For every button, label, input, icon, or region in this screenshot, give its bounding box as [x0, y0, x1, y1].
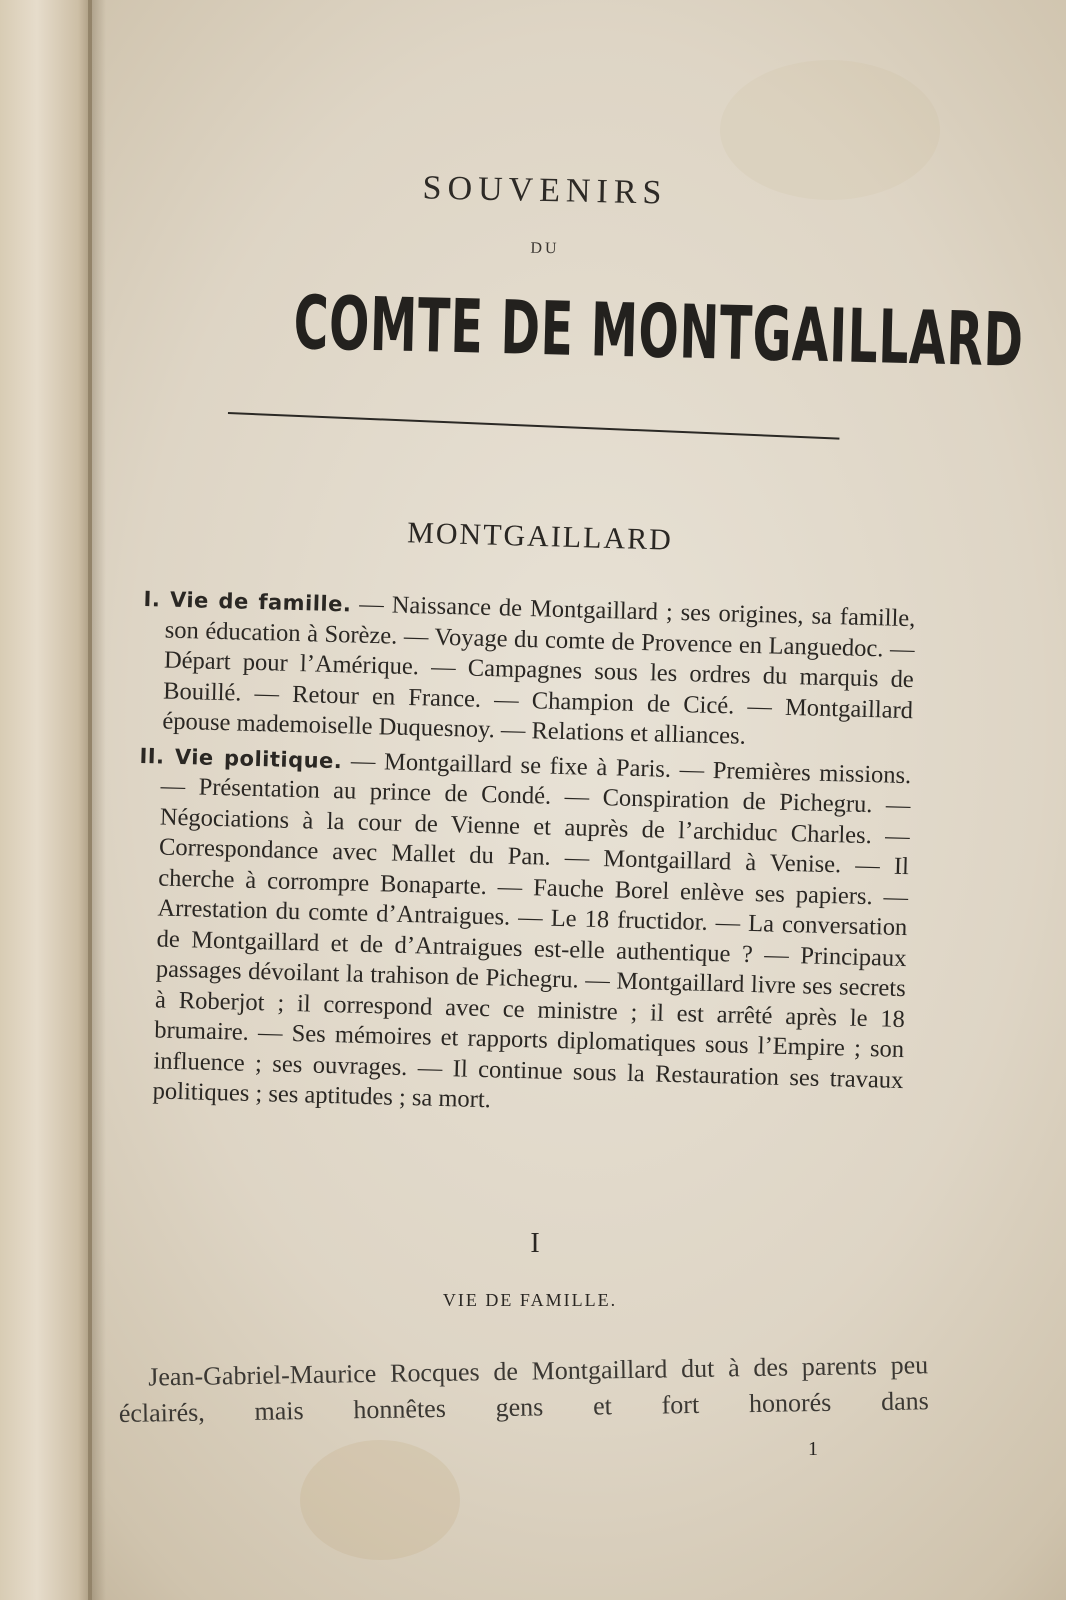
body-paragraph: Jean-Gabriel-Maurice Rocques de Montgaillard dut à des parents peu éclairés, mais honnêtes gens et fort honorés dans	[118, 1350, 929, 1428]
summary-entry-label: I. Vie de famille.	[143, 586, 352, 617]
title-rule	[228, 412, 840, 440]
chapter-summary	[130, 584, 915, 1127]
page-number: 1	[808, 1438, 818, 1460]
title-connector: DU	[530, 239, 560, 258]
summary-entry-text: — Naissance de Montgaillard ; ses origines, sa famille, son éducation à Sorèze. — Voyage du comte de Provence en Languedoc. — Départ pour l’Amérique. — Campagnes sous les ordres du marquis de Bouillé. — Retour en France. — Champion de Cicé. — Montgaillard épouse mademoiselle Duquesnoy. — Relations et alliances.	[162, 590, 916, 750]
summary-entry-label: II. Vie politique.	[139, 743, 343, 773]
paper-stain	[300, 1440, 460, 1560]
summary-entry	[130, 740, 911, 1126]
pre-title: SOUVENIRS	[422, 169, 668, 212]
summary-entry	[140, 584, 916, 757]
summary-entry-text: — Montgaillard se fixe à Paris. — Premières missions. — Présentation au prince de Condé. — Conspiration de Pichegru. — Négociations à la cour de Vienne et auprès de l’archiduc Charles. — Correspondance avec Mallet du Pan. — Montgaillard à Venise. — Il cherche à corrompre Bonaparte. — Fauche Borel enlève ses papiers. — Arrestation du comte d’Antraigues. — Le 18 fructidor. — La conversation de Montgaillard et de d’Antraigues est-elle authentique ? — Principaux passages dévoilant la trahison de Pichegru. — Montgaillard livre ses secrets à Roberjot ; il correspond avec ce ministre ; il est arrêté après le 18 brumaire. — Ses mémoires et rapports diplomatiques sous l’Empire ; son influence ; ses ouvrages. — Il continue sous la Restauration ses travaux politiques ; ses aptitudes ; sa mort.	[152, 746, 912, 1114]
chapter-title: VIE DE FAMILLE.	[442, 1290, 618, 1310]
main-title: COMTE DE MONTGAILLARD	[292, 279, 1025, 384]
section-heading: MONTGAILLARD	[406, 516, 674, 557]
chapter-number: I	[530, 1228, 540, 1259]
body-text	[118, 1347, 929, 1432]
